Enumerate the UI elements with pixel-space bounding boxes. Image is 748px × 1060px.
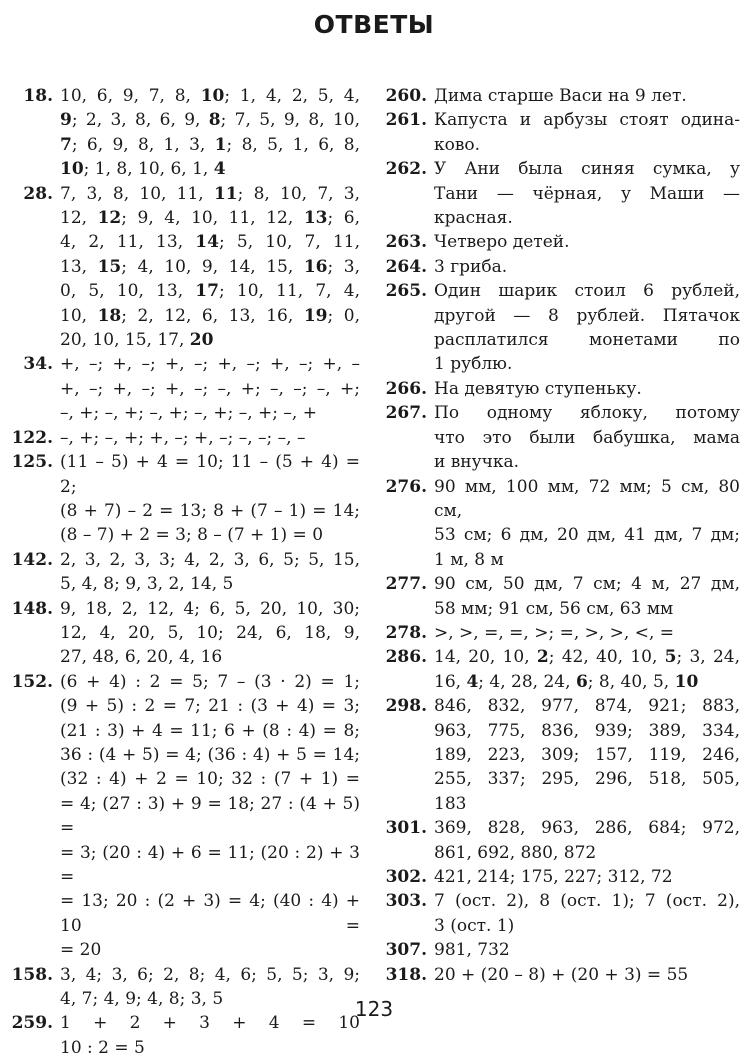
answer-line (434, 963, 740, 987)
answer-text: = 20 (60, 940, 102, 961)
answer-text: Тани — чёрная, у Маши — (434, 183, 740, 204)
answer-line (60, 743, 360, 767)
answer-entry (384, 645, 740, 694)
exercise-number: 266. (385, 378, 427, 399)
answer-text: 10, (60, 305, 98, 326)
answer-text: Капуста и арбузы стоят одина- (434, 110, 740, 131)
answer-text: 20 + (20 – 8) + (20 + 3) = 55 (434, 964, 689, 985)
answer-entry (384, 230, 740, 254)
answer-line (60, 377, 360, 401)
answer-text: ; 0, (327, 305, 360, 326)
answer-line (434, 157, 740, 181)
answer-bold-text: 11 (213, 183, 238, 204)
answer-line (60, 157, 360, 181)
answer-line (434, 108, 740, 132)
answer-line (60, 206, 360, 230)
answer-text: ; 8, 10, 7, 3, (237, 183, 360, 204)
exercise-number: 260. (385, 86, 427, 106)
answer-bold-text: 10 (200, 86, 225, 106)
answer-line (60, 767, 360, 791)
answer-bold-text: 2 (536, 647, 549, 668)
answer-line (60, 792, 360, 841)
answer-bold-text: 5 (664, 647, 677, 668)
answer-text: ; 1, 4, 2, 5, 4, (224, 86, 360, 106)
answer-entry (384, 401, 740, 474)
answer-text: На девятую ступеньку. (434, 378, 642, 399)
answer-line (434, 328, 740, 352)
answer-line (60, 621, 360, 645)
answer-text: –, +; –, +; –, +; –, +; –, +; –, + (60, 403, 317, 424)
answer-line (60, 279, 360, 303)
answer-text: = 3; (20 : 4) + 6 = 11; (20 : 2) + 3 = (60, 842, 360, 887)
answer-line (434, 279, 740, 303)
answer-line (60, 938, 360, 962)
answer-entry (384, 377, 740, 401)
exercise-number: 302. (385, 867, 427, 887)
answer-text: (11 – 5) + 4 = 10; 11 – (5 + 4) = 2; (60, 452, 360, 497)
answer-entry (10, 450, 360, 548)
answer-text: 189, 223, 309; 157, 119, 246, (434, 744, 740, 765)
exercise-number: 262. (385, 159, 427, 180)
answer-bold-text: 4 (466, 671, 479, 692)
answer-text: ; 3, (327, 256, 360, 277)
answer-text: ; 2, 12, 6, 13, 16, (121, 305, 304, 326)
answer-line (434, 206, 740, 230)
exercise-number: 122. (11, 427, 53, 448)
answer-text: ; 9, 4, 10, 11, 12, (121, 208, 304, 229)
exercise-number: 298. (385, 696, 427, 717)
answer-line (434, 841, 740, 865)
answer-line (60, 694, 360, 718)
answer-text: 1 м, 8 м (434, 549, 504, 570)
answer-entry (384, 621, 740, 645)
answer-text: и внучка. (434, 452, 520, 473)
answer-line (434, 401, 740, 425)
answers-column-left (10, 84, 360, 1060)
answer-text: –, +; –, +; +, –; +, –; –, –; –, – (60, 427, 306, 448)
answer-bold-text: 17 (195, 281, 219, 302)
answer-line (60, 182, 360, 206)
exercise-number: 265. (385, 281, 427, 302)
answer-entry (10, 426, 360, 450)
answer-text: 3 (ост. 1) (434, 915, 515, 936)
answer-line (60, 304, 360, 328)
answer-text: 10, 6, 9, 7, 8, (60, 86, 201, 106)
answer-text: ; 8, 5, 1, 6, 8, (226, 134, 360, 155)
answer-bold-text: 15 (97, 256, 122, 277)
answer-entry (384, 865, 740, 889)
answer-line (434, 475, 740, 524)
answer-line (434, 133, 740, 157)
answer-text: ; 1, 8, 10, 6, 1, (83, 159, 214, 180)
answer-text: = 13; 20 : (2 + 3) = 4; (40 : 4) + 10 = (60, 891, 360, 936)
answer-text: Дима старше Васи на 9 лет. (434, 86, 687, 106)
answer-line (434, 523, 740, 547)
answer-text: 90 мм, 100 мм, 72 мм; 5 см, 80 см, (434, 476, 740, 521)
exercise-number: 277. (385, 574, 427, 595)
answer-line (60, 889, 360, 938)
answer-bold-text: 4 (213, 159, 226, 180)
answer-entry (384, 889, 740, 938)
answer-text: 58 мм; 91 см, 56 см, 63 мм (434, 598, 674, 619)
answer-line (434, 597, 740, 621)
answer-bold-text: 7 (60, 134, 72, 155)
answer-line (60, 328, 360, 352)
answer-text: 369, 828, 963, 286, 684; 972, (434, 818, 740, 839)
answer-line (60, 450, 360, 499)
answer-entry (384, 108, 740, 157)
answer-bold-text: 6 (575, 671, 588, 692)
exercise-number: 261. (385, 110, 427, 131)
exercise-number: 276. (385, 476, 427, 497)
answer-text: ; 6, 9, 8, 1, 3, (71, 134, 215, 155)
answer-line (434, 377, 740, 401)
answer-entry (384, 963, 740, 987)
answer-text: 13, (60, 256, 98, 277)
answer-text: (8 + 7) – 2 = 13; 8 + (7 – 1) = 14; (60, 500, 360, 521)
answer-text: ; 42, 40, 10, (548, 647, 665, 668)
answer-line (60, 84, 360, 108)
answer-entry (384, 157, 740, 230)
answer-text: 255, 337; 295, 296, 518, 505, (434, 769, 740, 790)
exercise-number: 278. (385, 622, 427, 643)
answer-text: 16, (434, 671, 467, 692)
answer-text: 183 (434, 793, 467, 814)
answer-bold-text: 10 (60, 159, 84, 180)
answer-line (434, 426, 740, 450)
answer-text: 27, 48, 6, 20, 4, 16 (60, 647, 223, 668)
answer-entry (384, 279, 740, 377)
answer-line (60, 255, 360, 279)
answer-line (434, 304, 740, 328)
answer-text: 36 : (4 + 5) = 4; (36 : 4) + 5 = 14; (60, 744, 360, 765)
exercise-number: 318. (385, 964, 427, 985)
answer-text: ; 4, 28, 24, (478, 671, 576, 692)
answer-bold-text: 20 (189, 330, 214, 351)
exercise-number: 264. (385, 256, 427, 277)
exercise-number: 158. (11, 964, 53, 985)
answer-bold-text: 14 (195, 232, 219, 253)
answer-line (434, 670, 740, 694)
answer-line (60, 108, 360, 132)
answer-line (434, 182, 740, 206)
answer-text: 10 : 2 = 5 (60, 1037, 145, 1058)
answer-text: 0, 5, 10, 13, (60, 281, 196, 302)
answer-line (60, 499, 360, 523)
answer-text: 4, 2, 11, 13, (60, 232, 196, 253)
answer-text: что это были бабушка, мама (434, 427, 740, 448)
answer-text: По одному яблоку, потому (434, 403, 740, 424)
answer-text: (32 : 4) + 2 = 10; 32 : (7 + 1) = (60, 769, 360, 790)
answer-line (434, 548, 740, 572)
answer-line (60, 401, 360, 425)
answer-bold-text: 18 (97, 305, 122, 326)
answer-text: 846, 832, 977, 874, 921; 883, (434, 696, 740, 717)
answer-text: (8 – 7) + 2 = 3; 8 – (7 + 1) = 0 (60, 525, 324, 546)
answer-line (434, 889, 740, 913)
answer-text: 1 + 2 + 3 + 4 = 10 (60, 1013, 360, 1034)
answer-bold-text: 1 (214, 134, 227, 155)
answer-text: >, >, =, =, >; =, >, >, <, = (434, 622, 675, 643)
answer-text: +, –; +, –; +, –; –, +; –, –; –, +; (60, 378, 360, 399)
answer-text: 4, 7; 4, 9; 4, 8; 3, 5 (60, 989, 224, 1010)
answer-line (434, 719, 740, 743)
answer-text: (21 : 3) + 4 = 11; 6 + (8 : 4) = 8; (60, 720, 360, 741)
answer-line (60, 523, 360, 547)
answer-line (434, 230, 740, 254)
answer-text: 14, 20, 10, (434, 647, 537, 668)
answer-text: 981, 732 (434, 940, 510, 961)
answer-entry (10, 670, 360, 963)
answer-bold-text: 9 (60, 110, 72, 131)
answer-entry (384, 572, 740, 621)
answer-text: 1 рублю. (434, 354, 513, 375)
exercise-number: 301. (385, 818, 427, 839)
exercise-number: 18. (23, 86, 53, 106)
answer-entry (10, 597, 360, 670)
answer-line (60, 719, 360, 743)
answer-line (434, 938, 740, 962)
answer-text: 12, 4, 20, 5, 10; 24, 6, 18, 9, (60, 622, 360, 643)
answer-text: ; 10, 11, 7, 4, (218, 281, 360, 302)
exercise-number: 148. (11, 598, 53, 619)
answer-text: ; 4, 10, 9, 14, 15, (121, 256, 304, 277)
answer-entry (10, 352, 360, 425)
answer-bold-text: 8 (208, 110, 221, 131)
exercise-number: 125. (11, 452, 53, 473)
answer-line (434, 352, 740, 376)
answer-line (434, 865, 740, 889)
answer-line (434, 645, 740, 669)
answer-line (60, 572, 360, 596)
answer-entry (384, 694, 740, 816)
answer-line (60, 841, 360, 890)
answer-text: красная. (434, 208, 513, 229)
answer-text: 20, 10, 15, 17, (60, 330, 190, 351)
answer-text: 3 гриба. (434, 256, 508, 277)
answer-line (434, 572, 740, 596)
answer-line (60, 426, 360, 450)
answer-entry (384, 938, 740, 962)
answer-line (60, 670, 360, 694)
answer-line (434, 84, 740, 108)
exercise-number: 259. (11, 1013, 53, 1034)
answer-line (60, 963, 360, 987)
answer-bold-text: 19 (303, 305, 328, 326)
answer-bold-text: 13 (303, 208, 328, 229)
answer-text: ; 6, (327, 208, 360, 229)
answer-line (434, 255, 740, 279)
answer-text: 53 см; 6 дм, 20 дм, 41 дм, 7 дм; (434, 525, 740, 546)
answer-line (434, 743, 740, 767)
answer-text: ; 3, 24, (676, 647, 740, 668)
answer-line (434, 694, 740, 718)
answer-text: (9 + 5) : 2 = 7; 21 : (3 + 4) = 3; (60, 696, 360, 717)
answer-line (434, 767, 740, 791)
answer-text: другой — 8 рублей. Пятачок (434, 305, 740, 326)
answer-text: 861, 692, 880, 872 (434, 842, 597, 863)
answers-column-right (384, 84, 740, 987)
answer-line (60, 352, 360, 376)
answer-text: ; 7, 5, 9, 8, 10, (220, 110, 360, 131)
answer-line (434, 792, 740, 816)
answer-text: ; 8, 40, 5, (587, 671, 675, 692)
exercise-number: 307. (385, 940, 427, 961)
answer-entry (384, 475, 740, 573)
answer-line (60, 597, 360, 621)
answer-text: 5, 4, 8; 9, 3, 2, 14, 5 (60, 574, 234, 595)
answer-text: +, –; +, –; +, –; +, –; +, –; +, – (60, 354, 360, 375)
answer-text: 7 (ост. 2), 8 (ост. 1); 7 (ост. 2), (434, 891, 740, 912)
answer-line (60, 548, 360, 572)
answer-line (434, 914, 740, 938)
answer-text: = 4; (27 : 3) + 9 = 18; 27 : (4 + 5) = (60, 793, 360, 839)
answer-entry (10, 84, 360, 182)
answer-text: расплатился монетами по (434, 330, 740, 351)
answer-text: У Ани была синяя сумка, у (434, 159, 740, 180)
answer-text: 7, 3, 8, 10, 11, (60, 183, 214, 204)
answer-entry (10, 548, 360, 597)
answer-bold-text: 10 (674, 671, 699, 692)
answer-line (434, 816, 740, 840)
answer-text: Четверо детей. (434, 232, 570, 253)
exercise-number: 34. (23, 354, 53, 375)
exercise-number: 28. (23, 183, 53, 204)
exercise-number: 286. (385, 647, 427, 668)
answer-entry (384, 255, 740, 279)
answer-text: Один шарик стоил 6 рублей, (434, 281, 740, 302)
answer-entry (384, 816, 740, 865)
answer-line (60, 133, 360, 157)
answer-text: 90 см, 50 дм, 7 см; 4 м, 27 дм, (434, 574, 740, 595)
answer-text: 421, 214; 175, 227; 312, 72 (434, 867, 673, 887)
answer-text: (6 + 4) : 2 = 5; 7 – (3 · 2) = 1; (60, 671, 360, 692)
exercise-number: 303. (385, 891, 427, 912)
exercise-number: 267. (385, 403, 427, 424)
answer-text: ; 2, 3, 8, 6, 9, (71, 110, 209, 131)
exercise-number: 142. (11, 549, 53, 570)
answer-entry (384, 84, 740, 108)
answer-line (60, 1036, 360, 1060)
answer-text: 9, 18, 2, 12, 4; 6, 5, 20, 10, 30; (60, 598, 360, 619)
answer-entry (10, 182, 360, 353)
answer-text: 2, 3, 2, 3, 3; 4, 2, 3, 6, 5; 5, 15, (60, 549, 360, 570)
answer-text: 963, 775, 836, 939; 389, 334, (434, 720, 740, 741)
answer-text: ково. (434, 134, 481, 155)
page-number: 123 (354, 997, 394, 1021)
answer-line (434, 621, 740, 645)
answer-bold-text: 16 (303, 256, 328, 277)
answer-bold-text: 12 (97, 208, 122, 229)
answer-text: ; 5, 10, 7, 11, (218, 232, 360, 253)
exercise-number: 263. (385, 232, 427, 253)
answer-line (60, 230, 360, 254)
exercise-number: 152. (11, 671, 53, 692)
answer-line (60, 645, 360, 669)
answer-text: 12, (60, 208, 98, 229)
answer-text: 3, 4; 3, 6; 2, 8; 4, 6; 5, 5; 3, 9; (60, 964, 360, 985)
page-title: ОТВЕТЫ (313, 10, 435, 39)
answer-line (434, 450, 740, 474)
